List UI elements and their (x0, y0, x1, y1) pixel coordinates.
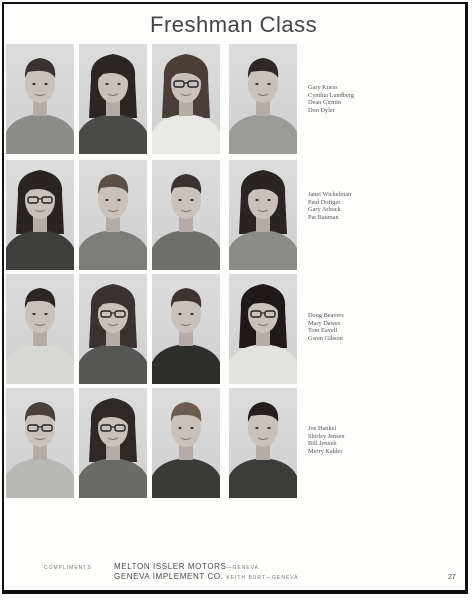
eye-left (105, 83, 108, 85)
eye-left (178, 199, 181, 201)
shoulders (152, 344, 220, 384)
portrait-figure (229, 274, 297, 384)
student-name: Merry Kahler (308, 447, 343, 455)
portrait-photo (79, 388, 147, 498)
eye-right (117, 83, 120, 85)
portrait-photo (6, 388, 74, 498)
student-name: Janet Wickelman (308, 191, 352, 198)
student-name: Tom Eavell (308, 327, 338, 335)
shoulders (152, 114, 220, 154)
portrait-figure (79, 274, 147, 384)
student-name: Doug Beavers (308, 312, 344, 319)
eye-right (190, 427, 193, 429)
eye-right (190, 313, 193, 315)
shoulders (6, 230, 74, 270)
student-name: Pat Bauman (308, 213, 339, 221)
shoulders (152, 458, 220, 498)
portrait-figure (152, 160, 220, 270)
portrait-row-2 (0, 160, 474, 272)
eye-right (44, 313, 47, 315)
student-name: Don Dyler (308, 106, 335, 114)
eye-right (267, 83, 270, 85)
portrait-photo (6, 160, 74, 270)
eye-left (178, 313, 181, 315)
shoulders (152, 230, 220, 270)
student-name: Dean Girmin (308, 99, 342, 107)
sponsor-line-2 (114, 572, 298, 581)
portrait-photo (6, 274, 74, 384)
portrait-figure (6, 160, 74, 270)
student-name: Bill Jenneh (308, 440, 337, 448)
portrait-figure (79, 44, 147, 154)
portrait-figure (6, 388, 74, 498)
eye-left (178, 427, 181, 429)
shoulders (6, 344, 74, 384)
student-name: Mary Dawes (308, 319, 341, 327)
portrait-photo (229, 388, 297, 498)
portrait-photo (229, 274, 297, 384)
eye-right (44, 83, 47, 85)
shoulders (229, 114, 297, 154)
sponsor-name: GENEVA IMPLEMENT CO. (114, 572, 224, 581)
eye-left (255, 83, 258, 85)
portrait-figure (152, 388, 220, 498)
portrait-figure (79, 388, 147, 498)
portrait-photo (79, 274, 147, 384)
portrait-photo (152, 388, 220, 498)
student-name: Gary Arbuck (308, 206, 341, 214)
page-number: 27 (448, 574, 456, 581)
student-name: Gary Kness (308, 84, 338, 91)
portrait-photo (79, 44, 147, 154)
shoulders (79, 344, 147, 384)
portrait-figure (152, 44, 220, 154)
shoulders (6, 458, 74, 498)
shoulders (79, 458, 147, 498)
page-title: Freshman Class (150, 12, 318, 37)
compliments-label: COMPLIMENTS (44, 565, 92, 571)
sponsor-location: —GENEVA (226, 565, 259, 571)
student-name: Shirley Jensen (308, 432, 345, 440)
eye-right (190, 199, 193, 201)
sponsor-line-1 (114, 562, 259, 571)
eye-right (117, 199, 120, 201)
portrait-photo (152, 44, 220, 154)
name-list (308, 425, 378, 455)
portrait-row-1 (0, 44, 474, 156)
student-name: Joe Hankel (308, 425, 337, 432)
portrait-figure (229, 388, 297, 498)
portrait-figure (152, 274, 220, 384)
portrait-row-4 (0, 388, 474, 500)
sponsor-location: KEITH BURT—GENEVA (226, 575, 299, 581)
portrait-figure (229, 160, 297, 270)
shoulders (79, 230, 147, 270)
portrait-figure (229, 44, 297, 154)
shoulders (229, 344, 297, 384)
shoulders (229, 230, 297, 270)
eye-left (255, 427, 258, 429)
eye-left (32, 83, 35, 85)
eye-right (267, 199, 270, 201)
portrait-figure (6, 44, 74, 154)
portrait-photo (152, 160, 220, 270)
portrait-photo (229, 44, 297, 154)
student-name: Gwen Gibson (308, 334, 343, 342)
student-name: Cynthia Lundberg (308, 91, 354, 99)
portrait-photo (152, 274, 220, 384)
student-name: Paul Dofiger (308, 198, 341, 206)
eye-left (255, 199, 258, 201)
eye-right (267, 427, 270, 429)
name-list (308, 191, 378, 221)
shoulders (6, 114, 74, 154)
portrait-row-3 (0, 274, 474, 386)
portrait-photo (79, 160, 147, 270)
eye-left (32, 313, 35, 315)
shoulders (79, 114, 147, 154)
portrait-figure (79, 160, 147, 270)
portrait-photo (6, 44, 74, 154)
portrait-photo (229, 160, 297, 270)
name-list (308, 312, 378, 342)
shoulders (229, 458, 297, 498)
portrait-figure (6, 274, 74, 384)
name-list (308, 84, 378, 114)
sponsor-name: MELTON ISSLER MOTORS (114, 562, 227, 571)
eye-left (105, 199, 108, 201)
